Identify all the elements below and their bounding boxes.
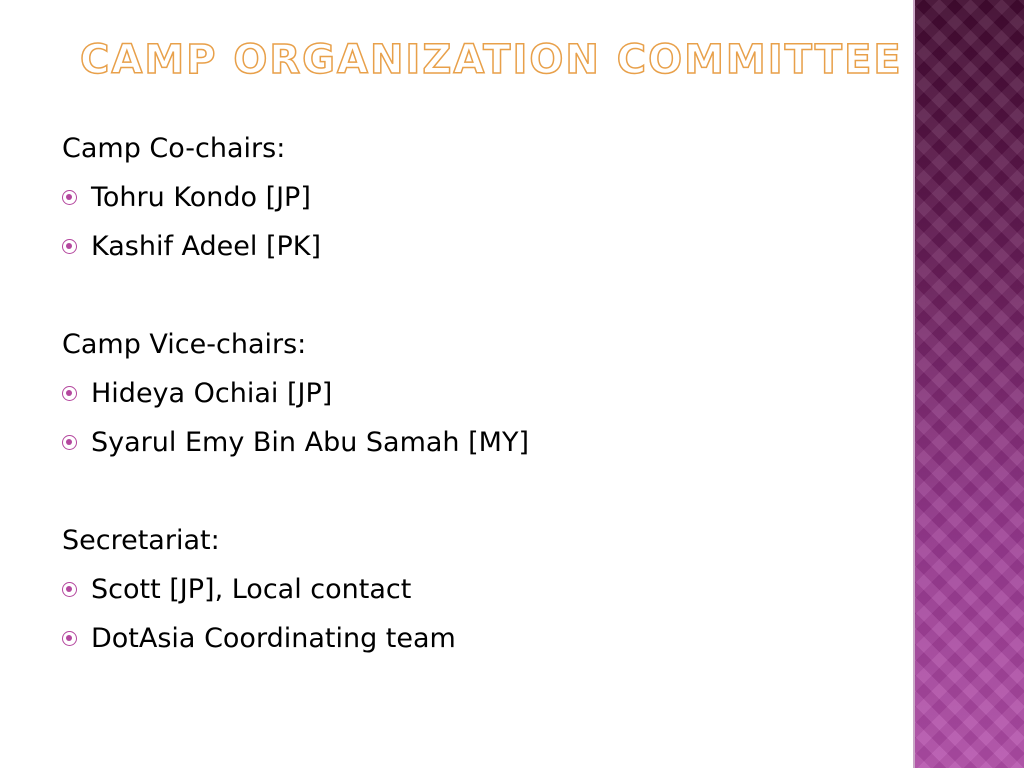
section-heading: Camp Vice-chairs: (62, 329, 307, 360)
list-item-text: Hideya Ochiai [JP] (91, 378, 333, 409)
list-item (62, 418, 882, 467)
list-item (62, 614, 882, 663)
slide-content (62, 124, 882, 712)
list-item (62, 222, 882, 271)
bullet-icon (62, 631, 77, 646)
section-co-chairs (62, 124, 882, 271)
list-item (62, 369, 882, 418)
bullet-icon (62, 239, 77, 254)
bullet-icon (62, 582, 77, 597)
list-item (62, 565, 882, 614)
list-item-text: Scott [JP], Local contact (91, 574, 412, 605)
bullet-icon (62, 190, 77, 205)
list-item-text: Tohru Kondo [JP] (91, 182, 311, 213)
list-item-text: DotAsia Coordinating team (91, 623, 456, 654)
section-vice-chairs (62, 320, 882, 467)
list-item (62, 173, 882, 222)
decorative-side-panel (913, 0, 1024, 768)
list-item-text: Syarul Emy Bin Abu Samah [MY] (91, 427, 529, 458)
list-item-text: Kashif Adeel [PK] (91, 231, 322, 262)
section-heading: Camp Co-chairs: (62, 133, 286, 164)
slide-title: CAMP ORGANIZATION COMMITTEE (80, 37, 903, 83)
section-secretariat (62, 516, 882, 663)
bullet-icon (62, 435, 77, 450)
section-heading: Secretariat: (62, 525, 220, 556)
bullet-icon (62, 386, 77, 401)
